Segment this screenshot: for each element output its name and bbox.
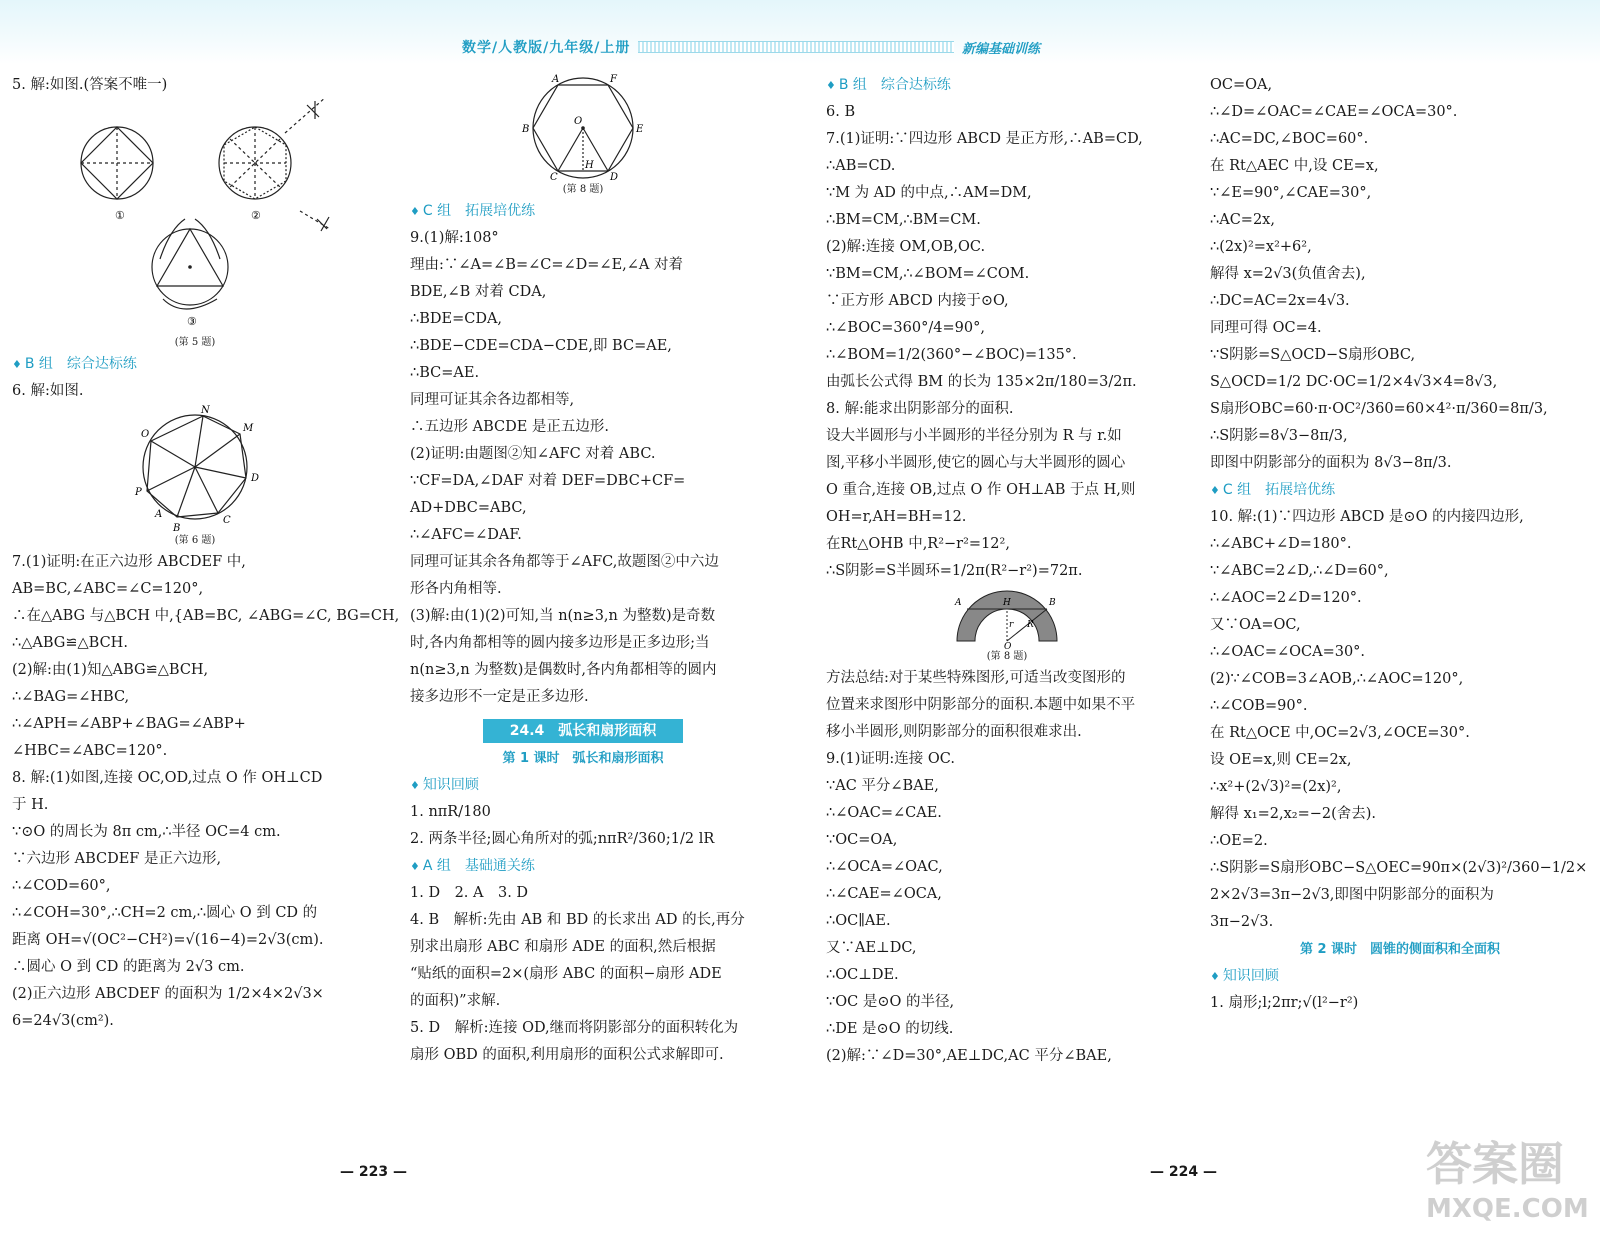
page-header [462, 36, 1040, 58]
watermark [1426, 1128, 1594, 1238]
fig8-label-a: A [552, 74, 560, 85]
fig8b-caption: (第 8 题) [986, 651, 1028, 662]
text-line: (2)解:∵∠D=30°,AE⊥DC,AC 平分∠BAE, [826, 1048, 1112, 1064]
text-line: 设 OE=x,则 CE=2x, [1210, 752, 1352, 768]
text-line: 5. D 解析:连接 OD,继而将阴影部分的面积转化为 [410, 1020, 739, 1036]
text-line: ∵OC=OA, [826, 832, 898, 848]
text-line: BDE,∠B 对着 CDA, [410, 284, 547, 300]
text-line: ∴∠D=∠OAC=∠CAE=∠OCA=30°. [1210, 104, 1458, 120]
text-line: ∴DE 是⊙O 的切线. [826, 1021, 954, 1037]
text-line: ∴x²+(2√3)²=(2x)², [1210, 779, 1342, 795]
text-line: ∴∠COD=60°, [12, 878, 111, 894]
text-line: (2)解:连接 OM,OB,OC. [826, 239, 986, 255]
text-line: ∴∠BOM=1/2(360°−∠BOC)=135°. [826, 347, 1077, 363]
text-line: ∵∠E=90°,∠CAE=30°, [1210, 185, 1372, 201]
text-line: ∴∠OCA=∠OAC, [826, 859, 943, 875]
fig8b-label-a: A [955, 598, 962, 608]
text-line: ∴BDE−CDE=CDA−CDE,即 BC=AE, [410, 338, 672, 354]
text-line: (2)∵∠COB=3∠AOB,∴∠AOC=120°, [1210, 671, 1464, 687]
section-c-heading: ♦ C 组 拓展培优练 [410, 198, 756, 225]
text-line: ∴∠BAG=∠HBC, [12, 689, 130, 705]
knowledge-item-1: 1. nπR/180 [410, 804, 491, 820]
text-line: ∠HBC=∠ABC=120°. [12, 743, 168, 759]
text-line: 别求出扇形 ABC 和扇形 ADE 的面积,然后根据 [410, 939, 716, 955]
fig8b-label-r-small: r [1009, 620, 1014, 630]
text-line: OC=OA, [1210, 77, 1273, 93]
text-line: 8. 解:能求出阴影部分的面积. [826, 401, 1014, 417]
fig8-label-h: H [585, 160, 594, 171]
text-line: ∴△ABG≌△BCH. [12, 635, 128, 651]
text-line: ∴BC=AE. [410, 365, 480, 381]
text-line: 同理可证其余各角都等于∠AFC,故题图②中六边 [410, 554, 719, 570]
text-line: ∵∠ABC=2∠D,∴∠D=60°, [1210, 563, 1389, 579]
fig6-label-o: O [141, 429, 150, 440]
page-number-left: — 223 — [340, 1164, 407, 1180]
column-1 [12, 72, 400, 1035]
text-line: ∴OE=2. [1210, 833, 1268, 849]
text-line: 又∵AE⊥DC, [826, 940, 917, 956]
watermark-logo: 答案圈 [1426, 1137, 1564, 1191]
text-line: 6=24√3(cm²). [12, 1013, 114, 1029]
fig8b-label-r-big: R [1027, 620, 1034, 630]
fig8-label-f: F [610, 74, 617, 85]
text-line: OH=r,AH=BH=12. [826, 509, 967, 525]
fig6-label-a: A [155, 509, 163, 520]
text-line: ∴OC∥AE. [826, 913, 891, 929]
text-line: ∴S阴影=8√3−8π/3, [1210, 428, 1348, 444]
fig8b-label-b: B [1049, 598, 1056, 608]
watermark-url: MXQE.COM [1426, 1194, 1589, 1224]
text-line: 即图中阴影部分的面积为 8√3−8π/3. [1210, 455, 1452, 471]
text-line: 设大半圆形与小半圆形的半径分别为 R 与 r.如 [826, 428, 1122, 444]
text-line: 理由:∵∠A=∠B=∠C=∠D=∠E,∠A 对着 [410, 257, 684, 273]
text-line: ∴∠BOC=360°/4=90°, [826, 320, 985, 336]
text-line: ∵CF=DA,∠DAF 对着 DEF=DBC+CF= [410, 473, 686, 489]
text-line: 于 H. [12, 797, 49, 813]
text-line: 同理可证其余各边都相等, [410, 392, 575, 408]
text-line: 时,各内角都相等的圆内接多边形是正多边形;当 [410, 635, 710, 651]
text-line: ∴∠COB=90°. [1210, 698, 1308, 714]
text-line: (2)证明:由题图②知∠AFC 对着 ABC. [410, 446, 656, 462]
fig6-label-m: M [243, 423, 254, 434]
text-line: ∴在△ABG 与△BCH 中,{AB=BC, ∠ABG=∠C, BG=CH, [12, 608, 400, 624]
text-line: ∴∠COH=30°,∴CH=2 cm,∴圆心 O 到 CD 的 [12, 905, 318, 921]
fig6-label-b: B [173, 523, 181, 533]
text-line: ∴∠AOC=2∠D=120°. [1210, 590, 1362, 606]
text-line: ∴OC⊥DE. [826, 967, 899, 983]
figure-5 [45, 99, 345, 335]
text-line: 7.(1)证明:∵四边形 ABCD 是正方形,∴AB=CD, [826, 131, 1143, 147]
text-line: ∴S阴影=S扇形OBC−S△OEC=90π×(2√3)²/360−1/2× [1210, 860, 1588, 876]
text-line: 解得 x₁=2,x₂=−2(舍去). [1210, 806, 1377, 822]
text-line: ∴DC=AC=2x=4√3. [1210, 293, 1350, 309]
header-rule [638, 41, 954, 53]
text-line: ∵正方形 ABCD 内接于⊙O, [826, 293, 1009, 309]
knowledge-item-2: 2. 两条半径;圆心角所对的弧;nπR²/360;1/2 lR [410, 831, 715, 847]
q5-text: 5. 解:如图.(答案不唯一) [12, 77, 168, 93]
text-line: 3π−2√3. [1210, 914, 1274, 930]
text-line: 10. 解:(1)∵四边形 ABCD 是⊙O 的内接四边形, [1210, 509, 1524, 525]
text-line: 方法总结:对于某些特殊图形,可适当改变图形的 [826, 670, 1126, 686]
fig6-caption: (第 6 题) [174, 535, 216, 546]
fig8-label-e: E [636, 124, 644, 135]
text-line: 移小半圆形,则阴影部分的面积很难求出. [826, 724, 1082, 740]
section-b-heading: ♦ B 组 综合达标练 [12, 351, 378, 378]
text-line: 又∵OA=OC, [1210, 617, 1301, 633]
text-line: ∵OC 是⊙O 的半径, [826, 994, 955, 1010]
text-line: 距离 OH=√(OC²−CH²)=√(16−4)=2√3(cm). [12, 932, 324, 948]
fig6-label-c: C [223, 515, 231, 526]
fig5-label-1: ① [115, 209, 125, 222]
fig8-label-c: C [550, 172, 558, 182]
fig6-label-n: N [201, 405, 210, 416]
text-line: 1. D 2. A 3. D [410, 885, 529, 901]
lesson-title-2: 第 2 课时 圆锥的侧面积和全面积 [1299, 942, 1501, 957]
header-title: 数学/人教版/九年级/上册 [462, 40, 631, 56]
section-banner: 24.4 弧长和扇形面积 [483, 719, 683, 743]
fig8b-label-h: H [1003, 598, 1011, 608]
knowledge-review-heading: ♦ 知识回顾 [1210, 963, 1590, 990]
text-line: 7.(1)证明:在正六边形 ABCDEF 中, [12, 554, 246, 570]
column-3 [826, 72, 1188, 1070]
text-line: 形各内角相等. [410, 581, 502, 597]
text-line: AD+DBC=ABC, [410, 500, 527, 516]
header-brand: 新编基础训练 [961, 41, 1040, 57]
text-line: 在Rt△OHB 中,R²−r²=12², [826, 536, 1010, 552]
text-line: ∴AC=2x, [1210, 212, 1275, 228]
text-line: ∴AB=CD. [826, 158, 896, 174]
figure-8-hexagon [518, 72, 648, 182]
text-line: ∴∠CAE=∠OCA, [826, 886, 942, 902]
section-c-heading: ♦ C 组 拓展培优练 [1210, 477, 1590, 504]
text-line: ∵M 为 AD 的中点,∴AM=DM, [826, 185, 1032, 201]
text-line: S△OCD=1/2 DC·OC=1/2×4√3×4=8√3, [1210, 374, 1498, 390]
lesson-title: 第 1 课时 弧长和扇形面积 [502, 751, 664, 766]
knowledge-review-heading: ♦ 知识回顾 [410, 772, 756, 799]
text-line: O 重合,连接 OB,过点 O 作 OH⊥AB 于点 H,则 [826, 482, 1136, 498]
text-line: ∵S阴影=S△OCD−S扇形OBC, [1210, 347, 1416, 363]
text-line: ∴∠AFC=∠DAF. [410, 527, 522, 543]
text-line: ∴∠OAC=∠OCA=30°. [1210, 644, 1366, 660]
text-line: “贴纸的面积=2×(扇形 ABC 的面积−扇形 ADE [410, 966, 722, 982]
text-line: ∴∠APH=∠ABP+∠BAG=∠ABP+ [12, 716, 246, 732]
fig6-label-d: D [251, 473, 260, 484]
text-line: ∴五边形 ABCDE 是正五边形. [410, 419, 610, 435]
page-number-right: — 224 — [1150, 1164, 1217, 1180]
text-line: ∴S阴影=S半圆环=1/2π(R²−r²)=72π. [826, 563, 1083, 579]
fig8b-label-o: O [1004, 642, 1012, 649]
text-line: n(n≥3,n 为整数)是偶数时,各内角都相等的圆内 [410, 662, 717, 678]
text-line: 的面积)”求解. [410, 993, 501, 1009]
fig5-label-3: ③ [187, 315, 197, 328]
text-line: 由弧长公式得 BM 的长为 135×2π/180=3/2π. [826, 374, 1137, 390]
fig8-caption: (第 8 题) [562, 184, 604, 195]
text-line: 解得 x=2√3(负值舍去), [1210, 266, 1366, 282]
text-line: 9.(1)解:108° [410, 230, 499, 246]
text-line: ∵六边形 ABCDEF 是正六边形, [12, 851, 222, 867]
text-line: 位置来求图形中阴影部分的面积.本题中如果不平 [826, 697, 1136, 713]
fig8-label-o: O [574, 116, 583, 127]
text-line: 4. B 解析:先由 AB 和 BD 的长求出 AD 的长,再分 [410, 912, 745, 928]
column-4 [1210, 72, 1590, 1017]
text-line: S扇形OBC=60·π·OC²/360=60×4²·π/360=8π/3, [1210, 401, 1548, 417]
text-line: ∴∠ABC+∠D=180°. [1210, 536, 1352, 552]
knowledge-item-1: 1. 扇形;l;2πr;√(l²−r²) [1210, 995, 1359, 1011]
section-a-heading: ♦ A 组 基础通关练 [410, 853, 756, 880]
figure-8-semicircles [947, 585, 1067, 649]
fig5-label-2: ② [251, 209, 261, 222]
column-2 [410, 72, 756, 1069]
fig8-label-d: D [610, 172, 619, 182]
figure-6 [115, 405, 275, 533]
fig8-label-b: B [522, 124, 530, 135]
text-line: 图,平移小半圆形,使它的圆心与大半圆形的圆心 [826, 455, 1126, 471]
text-line: 2×2√3=3π−2√3,即图中阴影部分的面积为 [1210, 887, 1494, 903]
text-line: 扇形 OBD 的面积,利用扇形的面积公式求解即可. [410, 1047, 724, 1063]
text-line: ∵AC 平分∠BAE, [826, 778, 939, 794]
text-line: 同理可得 OC=4. [1210, 320, 1322, 336]
text-line: 在 Rt△OCE 中,OC=2√3,∠OCE=30°. [1210, 725, 1470, 741]
fig5-caption: (第 5 题) [174, 337, 216, 348]
text-line: ∵BM=CM,∴∠BOM=∠COM. [826, 266, 1030, 282]
fig6-label-p: P [135, 487, 142, 498]
text-line: 8. 解:(1)如图,连接 OC,OD,过点 O 作 OH⊥CD [12, 770, 323, 786]
text-line: ∴(2x)²=x²+6², [1210, 239, 1312, 255]
text-line: 接多边形不一定是正多边形. [410, 689, 589, 705]
q6-text: 6. 解:如图. [12, 383, 84, 399]
text-line: (2)解:由(1)知△ABG≌△BCH, [12, 662, 209, 678]
section-b-heading: ♦ B 组 综合达标练 [826, 72, 1188, 99]
text-line: ∴BDE=CDA, [410, 311, 503, 327]
text-line: 在 Rt△AEC 中,设 CE=x, [1210, 158, 1379, 174]
text-line: (2)正六边形 ABCDEF 的面积为 1/2×4×2√3× [12, 986, 324, 1002]
text-line: 9.(1)证明:连接 OC. [826, 751, 955, 767]
text-line: AB=BC,∠ABC=∠C=120°, [12, 581, 204, 597]
text-line: (3)解:由(1)(2)可知,当 n(n≥3,n 为整数)是奇数 [410, 608, 716, 624]
text-line: ∴AC=DC,∠BOC=60°. [1210, 131, 1369, 147]
text-line: 6. B [826, 104, 856, 120]
text-line: ∴∠OAC=∠CAE. [826, 805, 942, 821]
text-line: ∴BM=CM,∴BM=CM. [826, 212, 981, 228]
text-line: ∵⊙O 的周长为 8π cm,∴半径 OC=4 cm. [12, 824, 281, 840]
text-line: ∴圆心 O 到 CD 的距离为 2√3 cm. [12, 959, 245, 975]
